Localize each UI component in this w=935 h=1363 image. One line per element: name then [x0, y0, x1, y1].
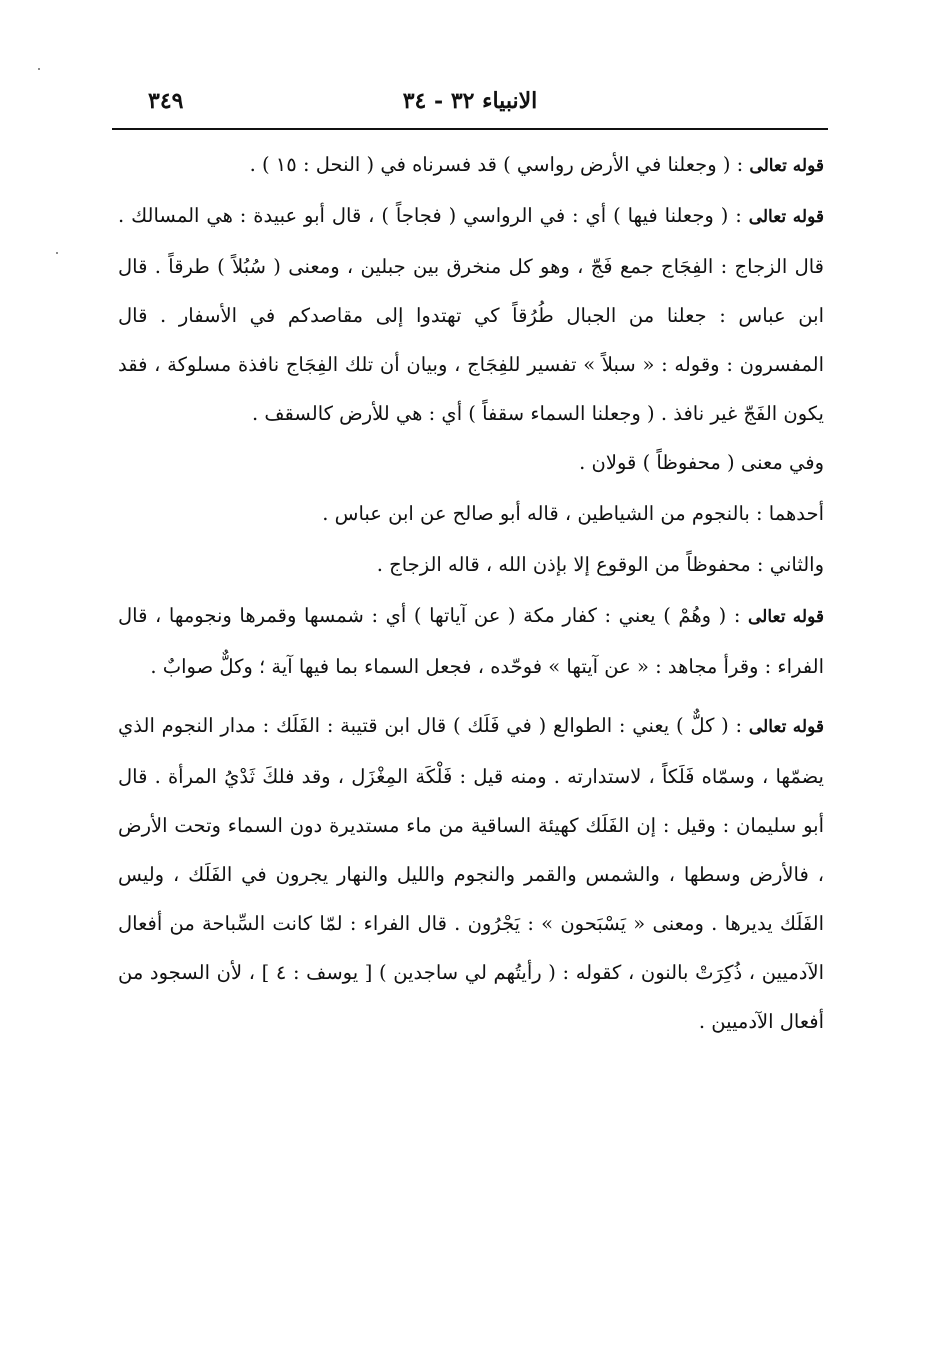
scan-speck	[56, 252, 58, 254]
paragraph-gap	[118, 691, 824, 701]
paragraph-mahfuz-intro	[118, 438, 824, 489]
paragraph-first-opinion	[118, 489, 824, 540]
verse-lead: قوله تعالى	[748, 207, 824, 227]
paragraph-text: : ( وهُمْ ) يعني : كفار مكة ( عن آياتها ) أي : شمسها وقمرها ونجومها ، قال الفراء : وقرأ مجاهد : « عن آيتها » فوحّده ، فجعل السماء بما فيها آية ؛ وكلٌّ صوابٌ .	[118, 604, 824, 678]
paragraph-verse-32b	[118, 591, 824, 691]
scan-speck	[38, 68, 40, 70]
verse-lead: قوله تعالى	[749, 156, 824, 176]
paragraph-text: : ( وجعلنا في الأرض رواسي ) قد فسرناه في ( النحل : ١٥ ) .	[249, 153, 750, 176]
paragraph-text: : ( وجعلنا فيها ) أي : في الرواسي ( فجاجاً ) ، قال أبو عبيدة : هي المسالك . قال الزجاج : الفِجَاج جمع فَجّ ، وهو كل منخرق بين جبلين ، ومعنى ( سُبُلاً ) طرقاً . قال ابن عباس : جعلنا من الجبال طُرُقاً كي تهتدوا إلى مقاصدكم في الأسفار . قال المفسرون : وقوله : « سبلاً » تفسير للفِجَاج ، وبيان أن تلك الفِجَاج نافذة مسلوكة ، فقد يكون الفَجّ غير نافذ . ( وجعلنا السماء سقفاً ) أي : هي للأرض كالسقف .	[118, 204, 824, 425]
paragraph-verse-31	[118, 191, 824, 438]
verse-lead: قوله تعالى	[748, 717, 824, 737]
running-head: الانبياء ٣٢ - ٣٤	[402, 88, 538, 114]
paragraph-text: والثاني : محفوظاً من الوقوع إلا بإذن الله ، قاله الزجاج .	[376, 553, 824, 576]
paragraph-text: وفي معنى ( محفوظاً ) قولان .	[579, 451, 824, 474]
page-header	[112, 88, 828, 120]
paragraph-second-opinion	[118, 540, 824, 591]
paragraph-verse-33	[118, 701, 824, 1046]
paragraph-verse-32a	[118, 140, 824, 191]
page-number: ٣٤٩	[148, 88, 184, 114]
verse-lead: قوله تعالى	[748, 607, 824, 627]
page-body	[118, 140, 824, 1046]
header-rule	[112, 128, 828, 130]
paragraph-text: : ( كلٌّ ) يعني : الطوالع ( في فَلَك ) قال ابن قتيبة : الفَلَك : مدار النجوم الذي يضمّها ، وسمّاه فَلَكاً ، لاستدارته . ومنه قيل : فَلْكَة المِغْزَل ، وقد فلكَ ثَدْيُ المرأة . قال أبو سليمان : وقيل : إن الفَلَك كهيئة الساقية من ماء مستديرة دون السماء وتحت الأرض ، فالأرض وسطها ، والشمس والقمر والنجوم والليل والنهار يجرون في الفَلَك ، وليس الفَلَك يديرها . ومعنى « يَسْبَحون » : يَجْرُون . قال الفراء : لمّا كانت السِّباحة من أفعال الآدميين ، ذُكِرَتْ بالنون ، كقوله : ( رأيتُهم لي ساجدين ) [ يوسف : ٤ ] ، لأن السجود من أفعال الآدميين .	[118, 714, 824, 1033]
paragraph-text: أحدهما : بالنجوم من الشياطين ، قاله أبو صالح عن ابن عباس .	[322, 502, 824, 525]
